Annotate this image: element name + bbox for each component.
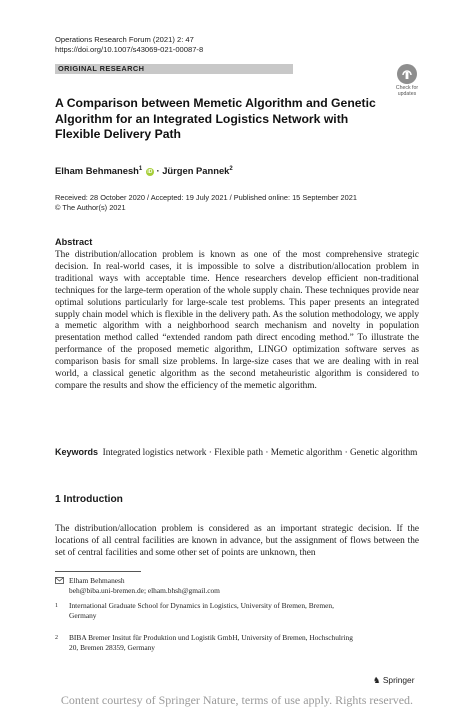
- keywords-text: Integrated logistics network · Flexible path · Memetic algorithm · Genetic algorithm: [102, 448, 418, 458]
- orcid-icon[interactable]: iD: [147, 169, 153, 176]
- springer-horse-icon: ♞: [373, 675, 381, 685]
- section-heading-introduction: 1 Introduction: [55, 494, 123, 505]
- affiliation-1-number: 1: [55, 603, 58, 609]
- publisher-name: Springer: [382, 675, 415, 685]
- section-banner: [55, 64, 293, 74]
- author-affil-2: 2: [229, 166, 233, 172]
- keywords-block: [55, 446, 419, 459]
- publisher-logo: [373, 675, 415, 685]
- check-for-updates-badge[interactable]: [392, 64, 422, 98]
- affiliation-1: [69, 601, 334, 621]
- introduction-text: The distribution/allocation problem is considered as an important strategic decision. If the locations of all central facilities are known in advance, but the assignment of flows between the set of central facilities and some other set of points are unknown, then: [55, 524, 419, 558]
- check-updates-icon: [397, 64, 417, 84]
- author-list: [55, 163, 233, 177]
- footnote-divider: [55, 571, 141, 572]
- paper-title: A Comparison between Memetic Algorithm and Genetic Algorithm for an Integrated Logistics Network with Flexible Delivery Path: [55, 96, 376, 142]
- contact-name: Elham Behmanesh: [69, 576, 125, 585]
- section-label: ORIGINAL RESEARCH: [58, 64, 145, 73]
- copyright-line: © The Author(s) 2021: [55, 203, 126, 212]
- author-affil-1: 1: [138, 166, 143, 172]
- affiliation-1-line1: International Graduate School for Dynamics in Logistics, University of Bremen, Bremen,: [69, 601, 334, 610]
- author-separator: ·: [156, 165, 160, 177]
- author-name-2[interactable]: Jürgen Pannek: [162, 165, 230, 177]
- doi-link[interactable]: https://doi.org/10.1007/s43069-021-00087-8: [55, 45, 204, 54]
- journal-citation: Operations Research Forum (2021) 2: 47: [55, 35, 194, 44]
- contact-email[interactable]: beh@biba.uni-bremen.de; elham.bhsh@gmail.com: [69, 586, 220, 595]
- courtesy-notice: Content courtesy of Springer Nature, terms of use apply. Rights reserved.: [60, 693, 414, 707]
- author-name-1[interactable]: Elham Behmanesh: [55, 165, 139, 177]
- mail-icon: [55, 577, 64, 587]
- affiliation-1-line2: Germany: [69, 611, 97, 620]
- abstract-text: The distribution/allocation problem is known as one of the most comprehensive strategic decision. In real-world cases, it is impossible to solve a distribution/allocation problem in traditional ways with acceptable time. Hence researchers develop efficient non-traditional techniques for the large-term operation of the whole supply chain. These techniques provide near optimal solutions particularly for large-scale test problems. This paper presents an integrated supply chain model which is flexible in the delivery path. As the solution methodology, we apply a memetic algorithm with a neighborhood search mechanism and novelty in population presentation method called “extended random path direct encoding method.” To illustrate the performance of the proposed memetic algorithm, LINGO optimization software serves as comparison basis for small size problems. In large-size cases that we are dealing with in real world, a classical genetic algorithm as the second metaheuristic algorithm is considered to compare the results and show the efficiency of the memetic algorithm.: [55, 250, 419, 391]
- dates-line: Received: 28 October 2020 / Accepted: 19 July 2021 / Published online: 15 September 2021: [55, 193, 357, 202]
- journal-info: [55, 35, 203, 55]
- affiliation-2: [69, 633, 353, 653]
- abstract-heading: Abstract: [55, 237, 93, 247]
- corresponding-author: [69, 576, 220, 596]
- keywords-label: Keywords: [55, 447, 99, 457]
- check-updates-line1: Check for: [395, 85, 419, 91]
- affiliation-2-line1: BIBA Bremer Insitut für Produktion und Logistik GmbH, University of Bremen, Hochschulring: [69, 633, 353, 642]
- affiliation-2-line2: 20, Bremen 28359, Germany: [69, 643, 155, 652]
- affiliation-2-number: 2: [55, 635, 58, 641]
- check-updates-line2: updates: [397, 91, 417, 97]
- publication-dates: [55, 193, 357, 213]
